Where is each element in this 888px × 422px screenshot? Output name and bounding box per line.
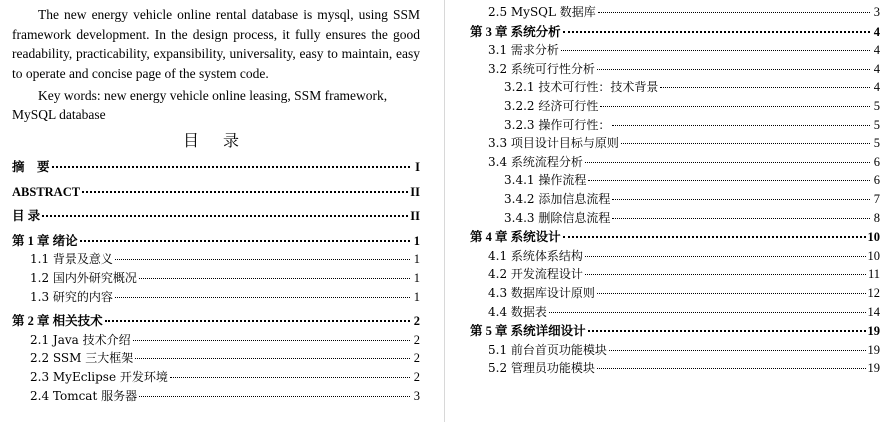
toc-entry-page-number: 8 <box>873 210 880 225</box>
dot-leader <box>42 215 408 217</box>
toc-entry-title: 2.3 MyEclipse 开发环境 <box>30 369 168 384</box>
dot-leader <box>660 87 870 88</box>
dot-leader <box>115 259 410 260</box>
toc-entry-title: 4.4 数据表 <box>488 304 547 319</box>
dot-leader <box>600 106 870 107</box>
dot-leader <box>621 143 870 144</box>
toc-entry-page-number: 10 <box>867 230 880 245</box>
toc-entry[interactable] <box>12 269 420 288</box>
dot-leader <box>80 240 410 242</box>
toc-entry-page-number: 5 <box>873 98 880 113</box>
toc-entry-page-number: 4 <box>873 80 880 95</box>
toc-entry-page-number: 1 <box>413 252 420 267</box>
toc-entry[interactable] <box>470 265 880 284</box>
toc-entry-title: 第 2 章 相关技术 <box>12 314 103 329</box>
toc-entry-page-number: 1 <box>413 270 420 285</box>
toc-entry-page-number: I <box>415 160 420 174</box>
toc-entry[interactable] <box>470 3 880 22</box>
toc-entry[interactable] <box>12 250 420 269</box>
toc-entry-title: 第 5 章 系统详细设计 <box>470 324 586 339</box>
keywords-paragraph: Key words: new energy vehicle online leasing, SSM framework, MySQL database <box>12 88 388 122</box>
toc-entry[interactable] <box>470 78 880 97</box>
toc-entry-page-number: 10 <box>867 248 880 263</box>
toc-entry-page-number: 1 <box>413 233 420 248</box>
toc-entry-title: 2.5 MySQL 数据库 <box>488 5 596 19</box>
toc-entry-page-number: II <box>410 209 420 224</box>
toc-entry-title: 3.4.1 操作流程 <box>504 173 587 188</box>
dot-leader <box>597 69 870 70</box>
toc-entry-title: 3.4 系统流程分析 <box>488 154 583 169</box>
dot-leader <box>561 50 870 51</box>
toc-entry-title: 5.1 前台首页功能模块 <box>488 342 607 357</box>
dot-leader <box>135 358 410 359</box>
dot-leader <box>563 236 866 238</box>
left-column <box>12 0 420 405</box>
toc-entry-page-number: 4 <box>873 43 880 58</box>
dot-leader <box>612 125 870 126</box>
toc-entry-title: 3.4.2 添加信息流程 <box>504 191 611 206</box>
toc-entry-title: 第 4 章 系统设计 <box>470 230 561 245</box>
toc-entry-title: 目 录 <box>12 209 41 224</box>
toc-entry-page-number: 19 <box>867 361 880 376</box>
toc-entry[interactable] <box>12 312 420 331</box>
toc-entry-page-number: 7 <box>873 191 880 206</box>
toc-entry-page-number: 6 <box>873 154 880 169</box>
toc-entry-title: 3.2.1 技术可行性：技术背景 <box>504 80 659 95</box>
toc-entry-title: 2.1 Java 技术介绍 <box>30 332 131 347</box>
abstract-paragraph: The new energy vehicle online rental database is mysql, using SSM framework development. In the design process, it fully ensures the good readability, practicability, expansibility, universality, easy to maintain, easy to operate and concise page of the system code. <box>12 7 420 81</box>
dot-leader <box>612 218 870 219</box>
toc-entry-title: 第 1 章 绪论 <box>12 233 78 248</box>
dot-leader <box>609 350 866 351</box>
toc-entry[interactable] <box>470 209 880 228</box>
dot-leader <box>588 330 866 332</box>
toc-entry[interactable] <box>470 153 880 172</box>
toc-entry-title: 3.2.3 操作可行性： <box>504 117 611 132</box>
dot-leader <box>585 162 870 163</box>
toc-entry-title: 3.4.3 删除信息流程 <box>504 210 611 225</box>
toc-entry[interactable] <box>470 97 880 116</box>
toc-entry-page-number: 2 <box>413 314 420 329</box>
dot-leader <box>139 396 410 397</box>
toc-entry-page-number: 5 <box>873 136 880 151</box>
toc-entry-title: 2.2 SSM 三大框架 <box>30 351 134 366</box>
dot-leader <box>82 191 408 193</box>
dot-leader <box>597 368 866 369</box>
toc-entry[interactable] <box>12 158 420 177</box>
toc-entry-page-number: 3 <box>413 388 420 403</box>
toc-entry[interactable] <box>470 284 880 303</box>
toc-heading: 目 录 <box>182 133 249 150</box>
toc-entry[interactable] <box>470 247 880 266</box>
toc-entry[interactable] <box>470 228 880 247</box>
toc-entry-title: 3.3 项目设计目标与原则 <box>488 136 619 151</box>
toc-entry-page-number: 2 <box>413 369 420 384</box>
toc-entry-title: 1.2 国内外研究概况 <box>30 270 137 285</box>
dot-leader <box>588 180 870 181</box>
toc-entry[interactable] <box>470 322 880 341</box>
toc-entry-title: 4.2 开发流程设计 <box>488 267 583 282</box>
toc-entry-title: 5.2 管理员功能模块 <box>488 361 595 376</box>
toc-entry[interactable] <box>12 232 420 251</box>
dot-leader <box>133 340 410 341</box>
toc-entry[interactable] <box>470 41 880 60</box>
toc-entry-page-number: 19 <box>867 342 880 357</box>
page-divider <box>444 0 445 422</box>
toc-entry-page-number: 4 <box>873 24 880 39</box>
toc-entry-title: 1.1 背景及意义 <box>30 252 113 267</box>
toc-entry-title: 3.2 系统可行性分析 <box>488 61 595 76</box>
right-column <box>470 0 880 378</box>
toc-entry-page-number: II <box>410 184 420 199</box>
toc-entry[interactable] <box>12 288 420 307</box>
toc-entry[interactable] <box>470 134 880 153</box>
toc-entry[interactable] <box>12 207 420 226</box>
toc-entry[interactable] <box>470 341 880 360</box>
toc-entry-title: 4.1 系统体系结构 <box>488 248 583 263</box>
dot-leader <box>549 312 866 313</box>
toc-entry-title: 第 3 章 系统分析 <box>470 24 561 39</box>
toc-entry[interactable] <box>470 303 880 322</box>
toc-entry-page-number: 19 <box>867 324 880 339</box>
dot-leader <box>585 274 866 275</box>
dot-leader <box>52 166 410 168</box>
dot-leader <box>598 12 870 13</box>
dot-leader <box>612 199 870 200</box>
toc-entry-page-number: 11 <box>867 267 880 282</box>
dot-leader <box>139 278 410 279</box>
toc-entry-page-number: 12 <box>867 285 880 300</box>
dot-leader <box>585 256 866 257</box>
toc-entry[interactable] <box>12 368 420 387</box>
toc-entry-page-number: 1 <box>413 289 420 304</box>
toc-entry-page-number: 5 <box>873 117 880 132</box>
dot-leader <box>115 297 410 298</box>
toc-entry[interactable] <box>470 23 880 42</box>
toc-entry-title: 摘 要 <box>12 160 50 174</box>
toc-entry-page-number: 2 <box>413 332 420 347</box>
dot-leader <box>597 293 866 294</box>
toc-entry[interactable] <box>470 60 880 79</box>
toc-list-left <box>12 158 420 405</box>
toc-entry[interactable] <box>12 349 420 368</box>
toc-entry[interactable] <box>12 183 420 202</box>
toc-entry-page-number: 4 <box>873 61 880 76</box>
toc-entry-title: 3.1 需求分析 <box>488 43 559 58</box>
toc-entry-page-number: 3 <box>873 5 880 19</box>
toc-entry-title: 1.3 研究的内容 <box>30 289 113 304</box>
toc-entry[interactable] <box>470 190 880 209</box>
toc-entry[interactable] <box>470 116 880 135</box>
toc-entry-title: 3.2.2 经济可行性 <box>504 98 599 113</box>
toc-entry[interactable] <box>470 359 880 378</box>
dot-leader <box>563 31 870 33</box>
dot-leader <box>170 377 410 378</box>
toc-entry-title: 2.4 Tomcat 服务器 <box>30 388 138 403</box>
toc-entry-page-number: 14 <box>867 304 880 319</box>
toc-list-right <box>470 3 880 378</box>
toc-entry-page-number: 6 <box>873 173 880 188</box>
toc-entry-page-number: 2 <box>413 351 420 366</box>
toc-entry[interactable] <box>12 331 420 350</box>
toc-entry-title: ABSTRACT <box>12 184 81 199</box>
toc-entry[interactable] <box>12 387 420 406</box>
toc-entry[interactable] <box>470 171 880 190</box>
toc-entry-title: 4.3 数据库设计原则 <box>488 285 595 300</box>
dot-leader <box>105 320 410 322</box>
